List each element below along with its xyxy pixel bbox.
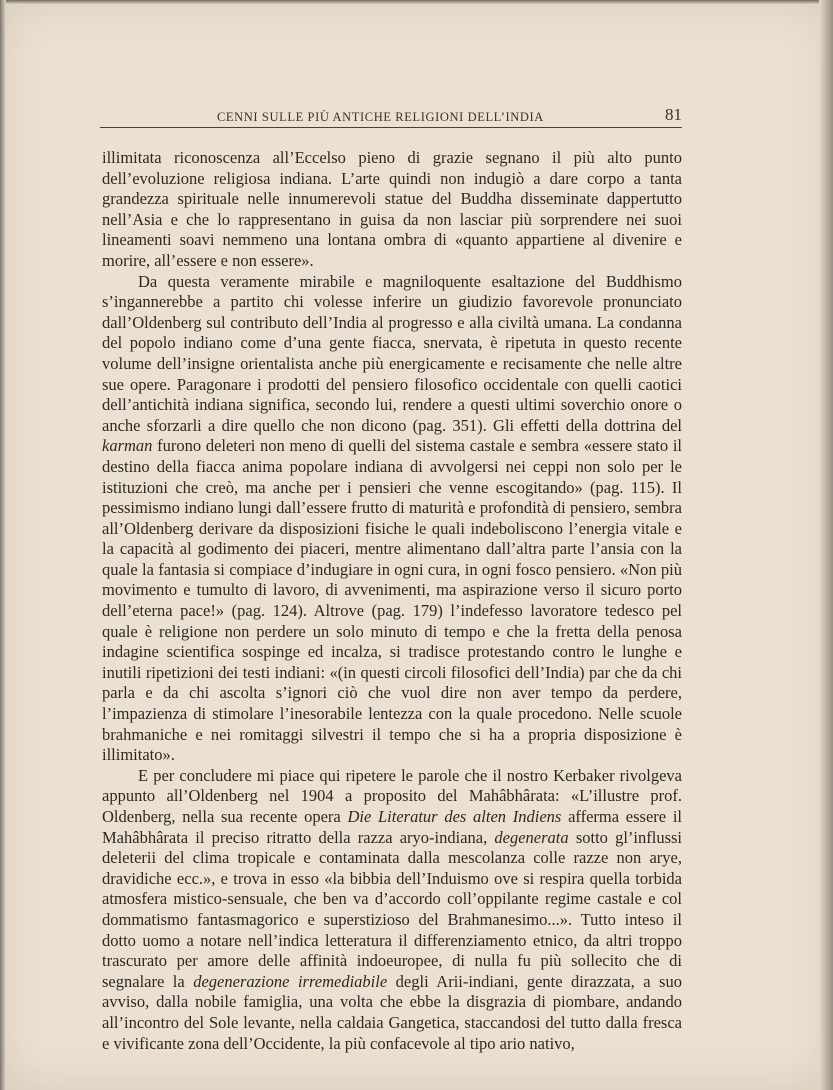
body-text: [102, 148, 682, 1054]
page-top-edge: [0, 0, 833, 4]
italic-term: degenerazione irremediabile: [193, 971, 388, 991]
page-right-edge: [819, 0, 833, 1090]
text-run: furono deleteri non meno di quelli del sistema castale e sembra «essere stato il destino della fiacca anima popolare indiana di avvolgersi nei ceppi non solo per le istituzioni che creò, ma anche per i pensieri che venne escogitando» (pag. 115). Il pessimismo indiano lungi dall’essere frutto di maturità e profondità di pensiero, sembra all’Oldenberg derivare da disposizioni fisiche le quali indeboliscono l’energia vitale e la capacità al godimento dei piaceri, mentre alimentano dall’altra parte l’ansia con la quale la fantasia si compiace d’indugiare in ogni cura, in ogni fosco pensiero. «Non più movimento e tumulto di lavoro, di avvenimenti, ma aspirazione verso il sicuro porto dell’eterna pace!» (pag. 124). Altrove (pag. 179) l’indefesso lavoratore tedesco pel quale è religione non perdere un solo minuto di tempo e che la fretta della penosa indagine scientifica sospinge ed incalza, si tradisce protestando contro le lunghe e inutili ripetizioni dei testi indiani: «(in questi circoli filosofici dell’India) par che da chi parla e da chi ascolta s’ignori ciò che vuol dire non aver tempo da perdere, l’impazienza di stimolare l’inesorabile lentezza con la quale procedono. Nelle scuole brahmaniche e nei romitaggi silvestri il tempo che si ha a propria disposizione è illimitato».: [102, 436, 682, 765]
text-run: illimitata riconoscenza all’Eccelso pieno di grazie segnano il più alto punto dell’evoluzione religiosa indiana. L’arte quindi non indugiò a dare corpo a tanta grandezza spirituale nelle innumerevoli statue del Buddha disseminate dappertutto nell’Asia e che lo rappresentano in guisa da non lasciar più sorprendere nei suoi lineamenti soavi nemmeno una lontana ombra di «quanto appartiene al divenire e morire, all’essere e non essere».: [102, 148, 682, 270]
text-run: E per concludere mi piace qui ripetere le parole che il nostro Kerbaker rivolgeva appunto all’Oldenberg nel 1904 a proposito del Mahâbhârata: «L’illustre prof. Oldenberg, nella sua recente opera: [102, 765, 682, 826]
italic-term: degenerata: [494, 827, 569, 847]
page-number: 81: [665, 105, 682, 124]
text-run: sotto gl’influssi deleterii del clima tropicale e contaminata dalla mescolanza colle razze non arye, dravidiche ecc.», e trova in esso «la bibbia dell’Induismo ove si respira quella torbida atmosfera mistico-sensuale, che ben va d’accordo coll’oppilante regime castale e col dommatismo fantasmagorico e superstizioso del Brahmanesimo...». Tutto inteso il dotto uomo a notare nell’indica letteratura il differenziamento etnico, da altri troppo trascurato per amore delle affinità indoeuropee, di nulla fu più sollecito che di segnalare la: [102, 827, 682, 991]
page-header: [100, 107, 682, 128]
paragraph: [102, 148, 682, 272]
page-left-edge: [0, 0, 6, 1090]
paragraph: [102, 272, 682, 766]
text-run: afferma essere il Mahâbhârata il preciso ritratto della razza aryo-indiana,: [102, 807, 683, 847]
italic-term: karman: [102, 436, 153, 456]
running-title: CENNI SULLE PIÙ ANTICHE RELIGIONI DELL’INDIA: [217, 110, 544, 124]
text-run: degli Arii-indiani, gente dirazzata, a suo avviso, dalla nobile famiglia, una volta che ebbe la disgrazia di piombare, andando all’incontro del Sole levante, nella caldaia Gangetica, staccandosi del tutto dalla fresca e vivificante zona dell’Occidente, la più confacevole al tipo ario nativo,: [102, 971, 682, 1053]
text-run: Da questa veramente mirabile e magniloquente esaltazione del Buddhismo s’ingannerebbe a partito chi volesse inferire un giudizio favorevole pronunciato dall’Oldenberg sul contributo dell’India al progresso e alla civiltà umana. La condanna del popolo indiano come d’una gente fiacca, snervata, è ripetuta in questo recente volume dell’insigne orientalista anche più energicamente e recisamente che nelle altre sue opere. Paragonare i prodotti del pensiero filosofico occidentale con quelli caotici dell’antichità indiana significa, secondo lui, rendere a questi ultimi soverchio onore o anche sforzarli a dire quello che non dicono (pag. 351). Gli effetti della dottrina del: [102, 271, 682, 435]
paragraph: [102, 766, 682, 1054]
italic-book-title: Die Literatur des alten Indiens: [347, 807, 562, 826]
